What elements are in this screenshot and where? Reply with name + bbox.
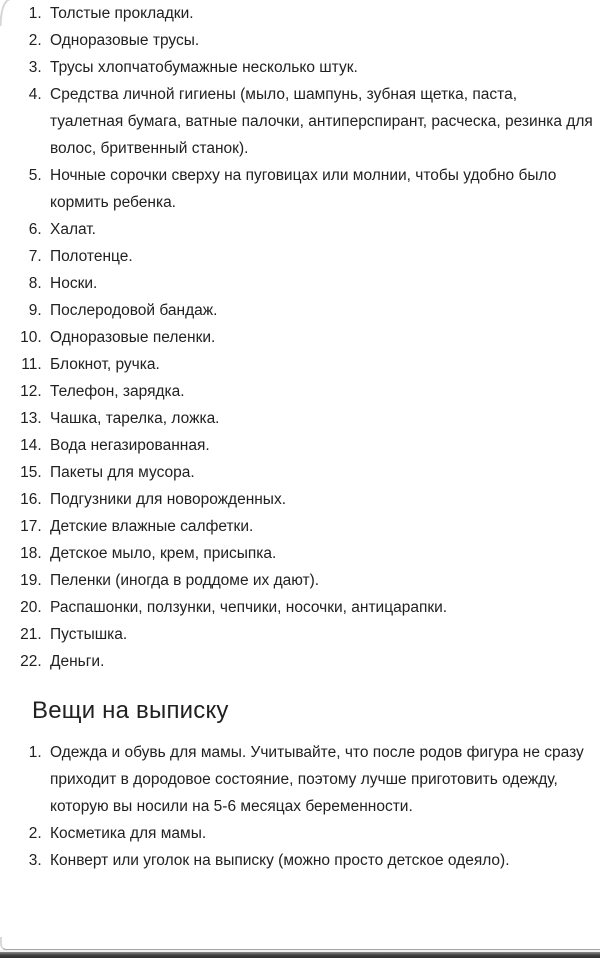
bottom-bar (0, 952, 600, 958)
checklist-item: 12. Телефон, зарядка. (46, 378, 594, 405)
card-bottom-edge (0, 937, 600, 950)
checklist-item: 4. Средства личной гигиены (мыло, шампунь, зубная щетка, паста, туалетная бумага, ватные палочки, антиперспирант, расческа, резинка для волос, бритвенный станок). (46, 81, 594, 162)
checklist-item: 13. Чашка, тарелка, ложка. (46, 405, 594, 432)
discharge-item: 1. Одежда и обувь для мамы. Учитывайте, что после родов фигура не сразу приходит в дородовое состояние, поэтому лучше приготовить одежду, которую вы носили на 5-6 месяцах беременности. (46, 739, 594, 820)
checklist-item: 5. Ночные сорочки сверху на пуговицах или молнии, чтобы удобно было кормить ребенка. (46, 162, 594, 216)
checklist-item: 14. Вода негазированная. (46, 432, 594, 459)
checklist-item: 16. Подгузники для новорожденных. (46, 486, 594, 513)
checklist-item: 10. Одноразовые пеленки. (46, 324, 594, 351)
checklist-item: 22. Деньги. (46, 648, 594, 675)
checklist-item: 2. Одноразовые трусы. (46, 27, 594, 54)
checklist-item: 6. Халат. (46, 216, 594, 243)
checklist-item: 3. Трусы хлопчатобумажные несколько штук. (46, 54, 594, 81)
section-heading: Вещи на выписку (32, 697, 229, 724)
checklist-item: 17. Детские влажные салфетки. (46, 513, 594, 540)
checklist-item: 1. Толстые прокладки. (46, 0, 594, 27)
discharge-item: 3. Конверт или уголок на выписку (можно просто детское одеяло). (46, 847, 594, 874)
discharge-checklist (0, 739, 600, 874)
checklist-item: 7. Полотенце. (46, 243, 594, 270)
discharge-item: 2. Косметика для мамы. (46, 820, 594, 847)
checklist-item: 8. Носки. (46, 270, 594, 297)
checklist-item: 11. Блокнот, ручка. (46, 351, 594, 378)
checklist-item: 15. Пакеты для мусора. (46, 459, 594, 486)
checklist-item: 21. Пустышка. (46, 621, 594, 648)
checklist-item: 20. Распашонки, ползунки, чепчики, носочки, антицарапки. (46, 594, 594, 621)
checklist-item: 19. Пеленки (иногда в роддоме их дают). (46, 567, 594, 594)
checklist-item: 18. Детское мыло, крем, присыпка. (46, 540, 594, 567)
checklist-item: 9. Послеродовой бандаж. (46, 297, 594, 324)
